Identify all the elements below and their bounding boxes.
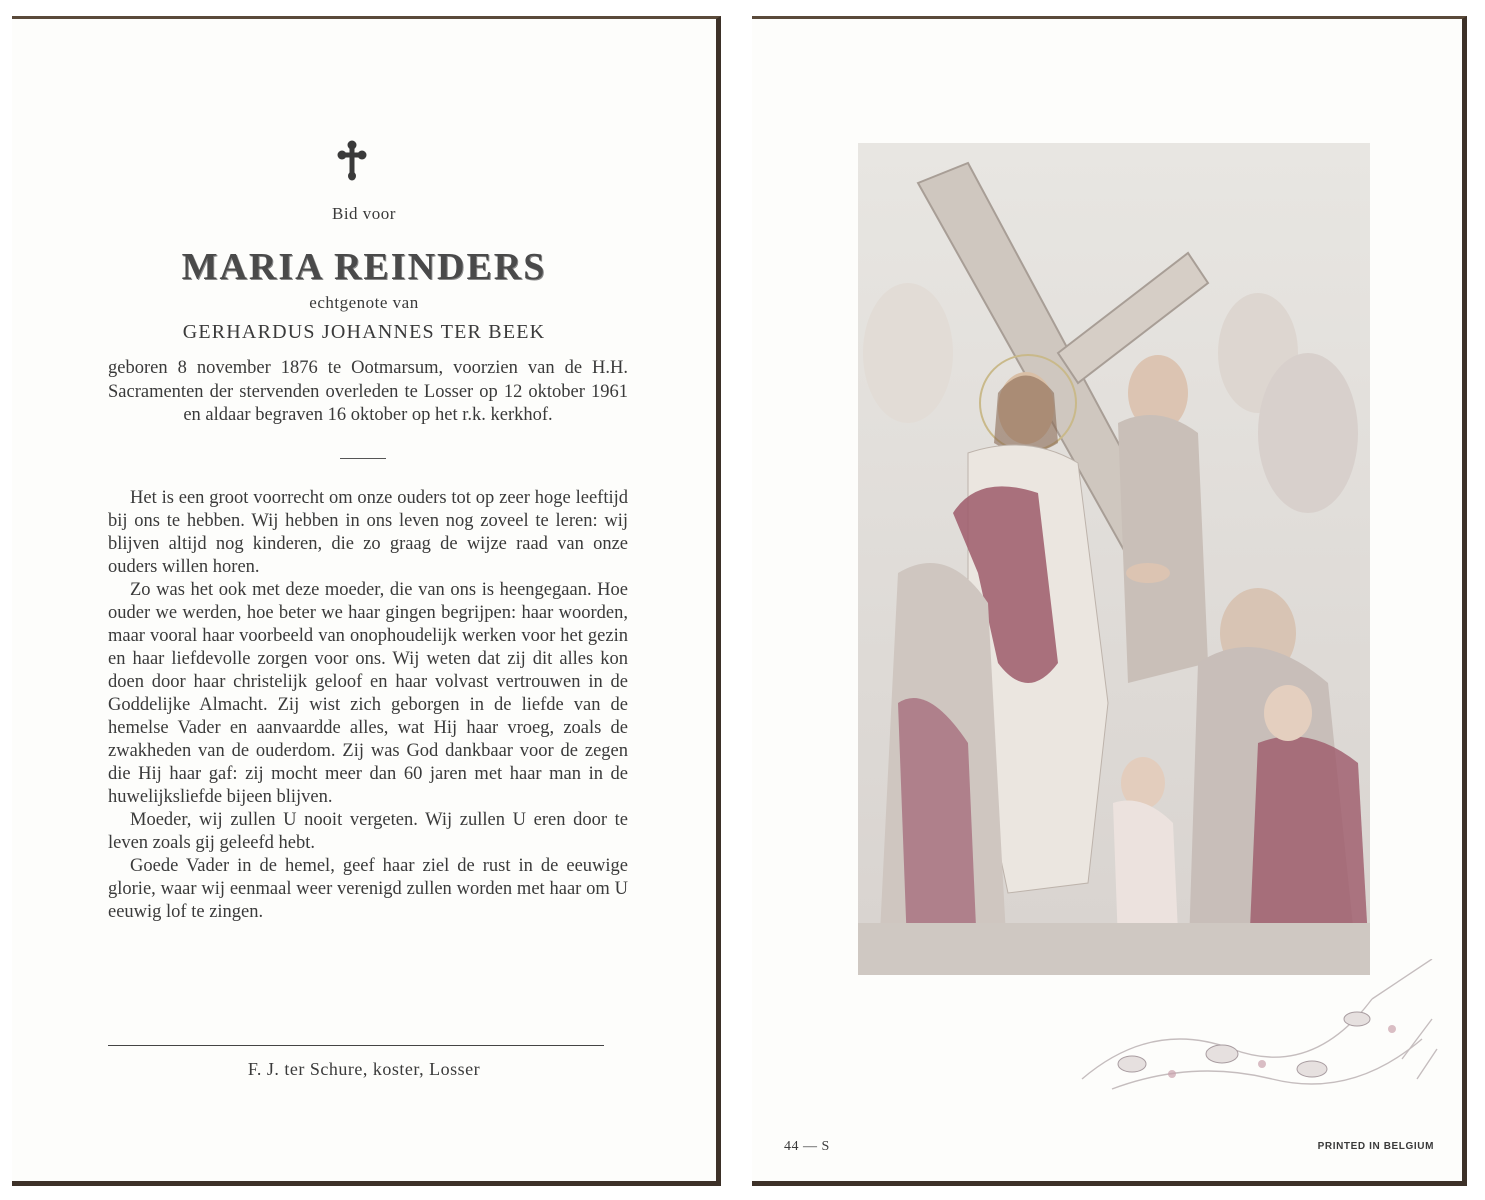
spouse-label: echtgenote van — [309, 293, 419, 312]
deceased-name: MARIA REINDERS — [181, 246, 547, 288]
memorial-paragraph: Moeder, wij zullen U nooit vergeten. Wij zullen U eren door te leven zoals gij geleefd hebt. — [108, 810, 628, 853]
floral-decoration — [1072, 959, 1442, 1099]
memorial-paragraph: Het is een groot voorrecht om onze ouders tot op zeer hoge leeftijd bij ons te hebben. Wij hebben in ons leven nog zoveel te leren: wij blijven altijd nog kinderen, die zo graag de wijze raad van onze ouders willen horen. — [108, 488, 628, 577]
printed-in-label: PRINTED IN BELGIUM — [1317, 1141, 1434, 1152]
short-divider — [340, 458, 386, 459]
memorial-paragraph: Goede Vader in de hemel, geef haar ziel de rust in de eeuwige glorie, waar wij eenmaal weer verenigd zullen worden met haar om U eeuwig lof te zingen. — [108, 856, 628, 922]
memorial-paragraph: Zo was het ook met deze moeder, die van ons is heengegaan. Hoe ouder we werden, hoe beter we haar gingen begrijpen: haar woorden, maar vooral haar voorbeeld van onophoudelijk werken voor het gezin en haar liefdevolle zorgen voor ons. Wij weten dat zij dit alles kon doen door haar christelijk geloof en haar volvast vertrouwen in de Goddelijke Almacht. Zij wist zich geborgen in de liefde van de hemelse Vader en aanvaardde alles, wat Hij haar vroeg, zoals de zwakheden van de ouderdom. Zij was God dankbaar voor de zegen die Hij haar gaf: zij mocht meer dan 60 jaren met haar man in de huwelijksliefde bijeen blijven. — [108, 580, 628, 807]
cross-icon — [337, 139, 367, 181]
bid-voor-heading: Bid voor — [332, 204, 396, 223]
card-code: 44 — S — [784, 1139, 830, 1154]
spouse-name: GERHARDUS JOHANNES TER BEEK — [182, 321, 546, 343]
memorial-text — [108, 487, 628, 924]
printer-credit: F. J. ter Schure, koster, Losser — [247, 1059, 481, 1079]
memorial-card-text-page — [12, 16, 721, 1186]
birth-death-details: geboren 8 november 1876 te Ootmarsum, voorzien van de H.H. Sacramenten der stervenden overleden te Losser op 12 oktober 1961 en aldaar begraven 16 oktober op het r.k. kerkhof. — [108, 358, 628, 425]
devotional-painting — [858, 143, 1370, 975]
memorial-card-picture-page — [752, 16, 1467, 1186]
long-divider — [108, 1045, 604, 1046]
